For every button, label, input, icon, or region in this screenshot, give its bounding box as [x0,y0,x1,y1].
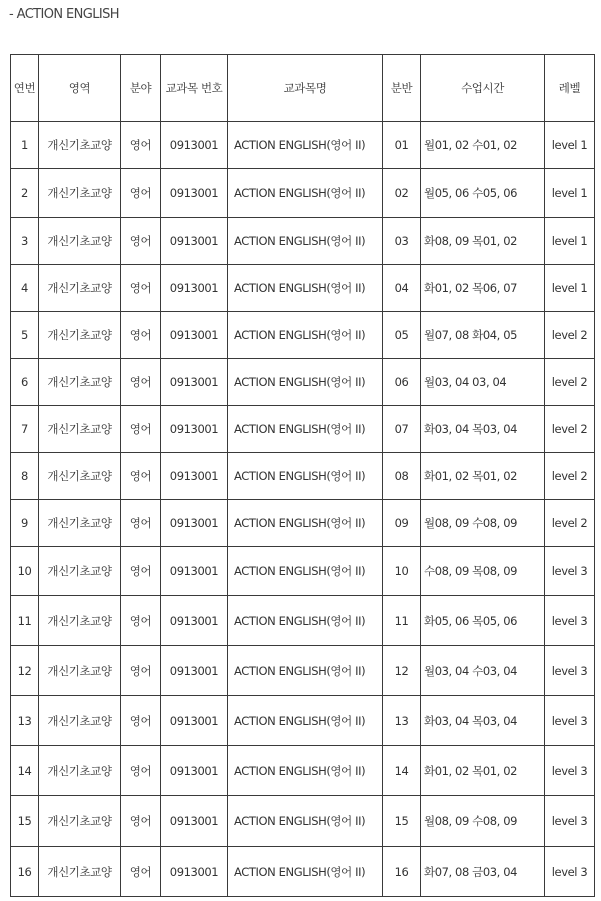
table-row [11,359,595,406]
cell-course-name: ACTION ENGLISH(영어 II) [228,646,383,696]
header-class-time: 수업시간 [421,55,545,122]
cell-area: 개신기초교양 [39,312,121,359]
cell-field: 영어 [121,847,161,897]
cell-course-code: 0913001 [161,547,228,596]
table-row [11,646,595,696]
cell-no: 3 [11,218,39,265]
cell-no: 4 [11,265,39,312]
cell-field: 영어 [121,646,161,696]
cell-course-name: ACTION ENGLISH(영어 II) [228,500,383,547]
cell-course-code: 0913001 [161,646,228,696]
cell-class-time: 화03, 04 목03, 04 [421,696,545,746]
cell-class-time: 월08, 09 수08, 09 [421,796,545,847]
cell-no: 1 [11,122,39,169]
table-row [11,547,595,596]
cell-section: 03 [383,218,421,265]
cell-level: level 1 [545,169,595,218]
cell-level: level 2 [545,453,595,500]
cell-section: 06 [383,359,421,406]
cell-no: 16 [11,847,39,897]
cell-course-name: ACTION ENGLISH(영어 II) [228,359,383,406]
table-row [11,169,595,218]
cell-course-code: 0913001 [161,265,228,312]
cell-field: 영어 [121,359,161,406]
cell-no: 11 [11,596,39,646]
cell-no: 8 [11,453,39,500]
cell-no: 10 [11,547,39,596]
cell-field: 영어 [121,169,161,218]
page-title: - ACTION ENGLISH [9,7,119,22]
cell-area: 개신기초교양 [39,265,121,312]
cell-no: 7 [11,406,39,453]
cell-course-code: 0913001 [161,696,228,746]
cell-no: 13 [11,696,39,746]
cell-class-time: 화05, 06 목05, 06 [421,596,545,646]
cell-section: 05 [383,312,421,359]
cell-level: level 3 [545,796,595,847]
table-row [11,218,595,265]
cell-course-name: ACTION ENGLISH(영어 II) [228,547,383,596]
cell-section: 12 [383,646,421,696]
cell-area: 개신기초교양 [39,796,121,847]
table-row [11,696,595,746]
cell-course-name: ACTION ENGLISH(영어 II) [228,218,383,265]
cell-field: 영어 [121,122,161,169]
header-area: 영역 [39,55,121,122]
cell-level: level 1 [545,265,595,312]
cell-level: level 1 [545,218,595,265]
cell-section: 15 [383,796,421,847]
cell-level: level 3 [545,696,595,746]
cell-no: 9 [11,500,39,547]
cell-level: level 3 [545,596,595,646]
header-course-code: 교과목 번호 [161,55,228,122]
table-header-row [11,55,595,122]
cell-class-time: 월08, 09 수08, 09 [421,500,545,547]
table-row [11,265,595,312]
cell-course-code: 0913001 [161,359,228,406]
cell-section: 08 [383,453,421,500]
cell-level: level 2 [545,359,595,406]
cell-course-code: 0913001 [161,746,228,796]
cell-course-code: 0913001 [161,169,228,218]
cell-course-code: 0913001 [161,796,228,847]
cell-section: 09 [383,500,421,547]
cell-area: 개신기초교양 [39,122,121,169]
cell-section: 02 [383,169,421,218]
cell-no: 14 [11,746,39,796]
cell-class-time: 화01, 02 목01, 02 [421,453,545,500]
header-field: 분야 [121,55,161,122]
cell-level: level 2 [545,406,595,453]
cell-area: 개신기초교양 [39,169,121,218]
cell-course-name: ACTION ENGLISH(영어 II) [228,696,383,746]
cell-field: 영어 [121,547,161,596]
cell-course-code: 0913001 [161,218,228,265]
cell-section: 14 [383,746,421,796]
cell-course-code: 0913001 [161,500,228,547]
cell-class-time: 화03, 04 목03, 04 [421,406,545,453]
cell-section: 11 [383,596,421,646]
table-row [11,453,595,500]
cell-no: 6 [11,359,39,406]
cell-class-time: 월05, 06 수05, 06 [421,169,545,218]
cell-class-time: 화08, 09 목01, 02 [421,218,545,265]
cell-field: 영어 [121,796,161,847]
cell-class-time: 월01, 02 수01, 02 [421,122,545,169]
cell-course-name: ACTION ENGLISH(영어 II) [228,122,383,169]
cell-course-name: ACTION ENGLISH(영어 II) [228,596,383,646]
table-row [11,500,595,547]
cell-course-name: ACTION ENGLISH(영어 II) [228,265,383,312]
cell-section: 16 [383,847,421,897]
cell-section: 13 [383,696,421,746]
cell-class-time: 월07, 08 화04, 05 [421,312,545,359]
cell-course-name: ACTION ENGLISH(영어 II) [228,406,383,453]
cell-field: 영어 [121,596,161,646]
table-row [11,746,595,796]
cell-area: 개신기초교양 [39,359,121,406]
table-row [11,796,595,847]
cell-level: level 3 [545,646,595,696]
cell-section: 04 [383,265,421,312]
cell-section: 10 [383,547,421,596]
table-row [11,122,595,169]
cell-level: level 3 [545,847,595,897]
cell-field: 영어 [121,746,161,796]
cell-level: level 1 [545,122,595,169]
cell-level: level 2 [545,312,595,359]
cell-course-name: ACTION ENGLISH(영어 II) [228,796,383,847]
cell-level: level 2 [545,500,595,547]
cell-class-time: 화01, 02 목01, 02 [421,746,545,796]
table-row [11,406,595,453]
header-no: 연번 [11,55,39,122]
cell-field: 영어 [121,500,161,547]
cell-course-name: ACTION ENGLISH(영어 II) [228,169,383,218]
cell-field: 영어 [121,218,161,265]
header-level: 레벨 [545,55,595,122]
cell-no: 12 [11,646,39,696]
cell-course-name: ACTION ENGLISH(영어 II) [228,746,383,796]
cell-area: 개신기초교양 [39,746,121,796]
cell-section: 07 [383,406,421,453]
cell-field: 영어 [121,265,161,312]
cell-course-code: 0913001 [161,312,228,359]
cell-course-code: 0913001 [161,596,228,646]
cell-class-time: 월03, 04 수03, 04 [421,646,545,696]
cell-area: 개신기초교양 [39,453,121,500]
cell-no: 15 [11,796,39,847]
table-body [11,122,595,897]
cell-area: 개신기초교양 [39,696,121,746]
course-table [10,54,595,897]
cell-no: 5 [11,312,39,359]
cell-area: 개신기초교양 [39,596,121,646]
cell-area: 개신기초교양 [39,847,121,897]
cell-course-code: 0913001 [161,122,228,169]
cell-course-name: ACTION ENGLISH(영어 II) [228,312,383,359]
cell-area: 개신기초교양 [39,218,121,265]
cell-class-time: 화07, 08 금03, 04 [421,847,545,897]
cell-course-code: 0913001 [161,453,228,500]
cell-no: 2 [11,169,39,218]
table-row [11,312,595,359]
cell-class-time: 화01, 02 목06, 07 [421,265,545,312]
cell-section: 01 [383,122,421,169]
header-section: 분반 [383,55,421,122]
cell-course-name: ACTION ENGLISH(영어 II) [228,453,383,500]
cell-field: 영어 [121,406,161,453]
cell-area: 개신기초교양 [39,406,121,453]
cell-class-time: 수08, 09 목08, 09 [421,547,545,596]
header-course-name: 교과목명 [228,55,383,122]
cell-course-name: ACTION ENGLISH(영어 II) [228,847,383,897]
cell-course-code: 0913001 [161,847,228,897]
cell-course-code: 0913001 [161,406,228,453]
cell-field: 영어 [121,312,161,359]
cell-area: 개신기초교양 [39,646,121,696]
table-row [11,596,595,646]
cell-class-time: 월03, 04 03, 04 [421,359,545,406]
cell-area: 개신기초교양 [39,500,121,547]
cell-level: level 3 [545,547,595,596]
cell-field: 영어 [121,696,161,746]
cell-field: 영어 [121,453,161,500]
cell-level: level 3 [545,746,595,796]
table-row [11,847,595,897]
cell-area: 개신기초교양 [39,547,121,596]
